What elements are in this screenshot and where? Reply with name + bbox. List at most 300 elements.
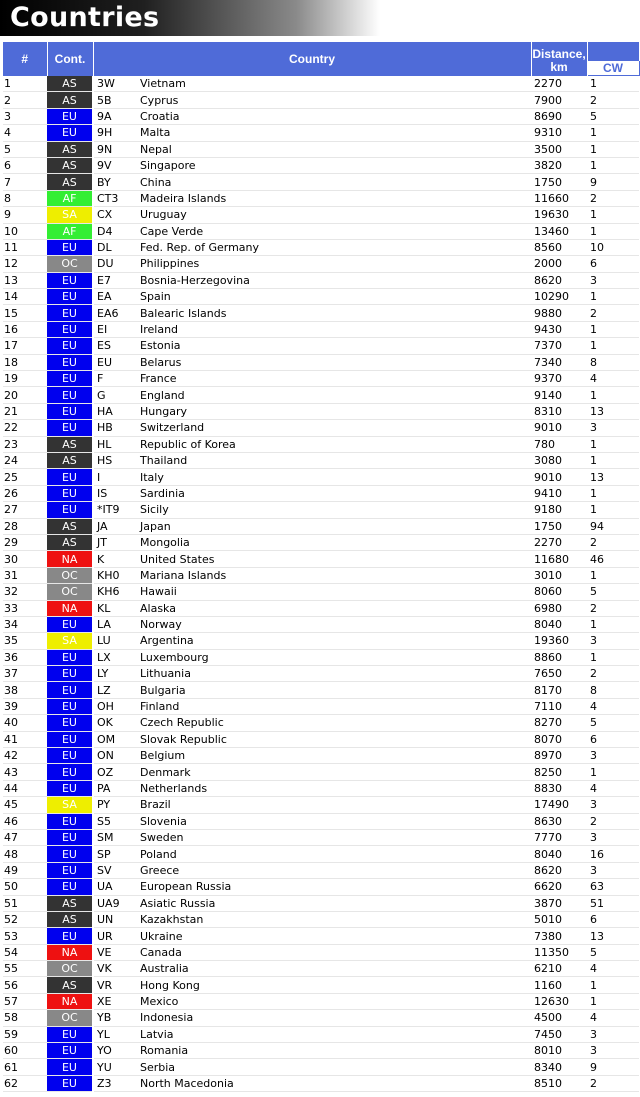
row-number: 6 <box>3 157 47 173</box>
table-row[interactable] <box>3 436 639 452</box>
cw-cell: 8 <box>587 354 639 370</box>
header-distance[interactable] <box>531 42 587 61</box>
country-cell: Estonia <box>134 338 531 354</box>
row-number: 32 <box>3 584 47 600</box>
continent-badge: EU <box>47 731 93 747</box>
row-number: 18 <box>3 354 47 370</box>
table-row[interactable] <box>3 846 639 862</box>
prefix-cell: I <box>93 469 134 485</box>
cw-cell: 3 <box>587 748 639 764</box>
continent-badge: AS <box>47 534 93 550</box>
cw-cell: 9 <box>587 174 639 190</box>
table-row[interactable] <box>3 338 639 354</box>
prefix-cell: ON <box>93 748 134 764</box>
continent-badge: EU <box>47 1043 93 1059</box>
table-row[interactable] <box>3 371 639 387</box>
distance-cell: 8510 <box>531 1075 587 1091</box>
country-cell: Hong Kong <box>134 977 531 993</box>
prefix-cell: KL <box>93 600 134 616</box>
row-number: 46 <box>3 813 47 829</box>
cw-cell: 1 <box>587 387 639 403</box>
table-row[interactable] <box>3 813 639 829</box>
distance-cell: 4500 <box>531 1010 587 1026</box>
row-number: 31 <box>3 567 47 583</box>
prefix-cell: YL <box>93 1026 134 1042</box>
prefix-cell: 9H <box>93 125 134 141</box>
prefix-cell: 9N <box>93 141 134 157</box>
distance-cell: 5010 <box>531 911 587 927</box>
countries-table <box>3 42 640 1092</box>
cw-cell: 8 <box>587 682 639 698</box>
continent-badge: AF <box>47 190 93 206</box>
prefix-cell: D4 <box>93 223 134 239</box>
distance-cell: 9010 <box>531 420 587 436</box>
cw-cell: 1 <box>587 125 639 141</box>
distance-cell: 9310 <box>531 125 587 141</box>
cw-cell: 1 <box>587 223 639 239</box>
distance-cell: 8630 <box>531 813 587 829</box>
distance-cell: 8620 <box>531 862 587 878</box>
row-number: 44 <box>3 780 47 796</box>
country-cell: Bosnia-Herzegovina <box>134 272 531 288</box>
prefix-cell: 5B <box>93 92 134 108</box>
prefix-cell: HL <box>93 436 134 452</box>
prefix-cell: PY <box>93 797 134 813</box>
country-cell: Republic of Korea <box>134 436 531 452</box>
country-cell: Cyprus <box>134 92 531 108</box>
cw-cell: 1 <box>587 649 639 665</box>
cw-cell: 1 <box>587 289 639 305</box>
cw-cell: 94 <box>587 518 639 534</box>
table-row[interactable] <box>3 666 639 682</box>
row-number: 20 <box>3 387 47 403</box>
prefix-cell: DU <box>93 256 134 272</box>
table-row[interactable] <box>3 534 639 550</box>
cw-cell: 1 <box>587 141 639 157</box>
row-number: 27 <box>3 502 47 518</box>
distance-cell: 8270 <box>531 715 587 731</box>
cw-cell: 1 <box>587 616 639 632</box>
table-row[interactable] <box>3 944 639 960</box>
table-row[interactable] <box>3 600 639 616</box>
row-number: 5 <box>3 141 47 157</box>
row-number: 14 <box>3 289 47 305</box>
continent-badge: EU <box>47 354 93 370</box>
country-cell: Fed. Rep. of Germany <box>134 239 531 255</box>
table-row[interactable] <box>3 633 639 649</box>
country-cell: Italy <box>134 469 531 485</box>
table-row[interactable] <box>3 518 639 534</box>
prefix-cell: SP <box>93 846 134 862</box>
table-row[interactable] <box>3 993 639 1009</box>
row-number: 13 <box>3 272 47 288</box>
distance-cell: 9430 <box>531 321 587 337</box>
distance-cell: 13460 <box>531 223 587 239</box>
cw-cell: 1 <box>587 436 639 452</box>
continent-badge: OC <box>47 584 93 600</box>
continent-badge: EU <box>47 715 93 731</box>
country-cell: France <box>134 371 531 387</box>
table-row[interactable] <box>3 420 639 436</box>
country-cell: Serbia <box>134 1059 531 1075</box>
table-row[interactable] <box>3 157 639 173</box>
continent-badge: AS <box>47 977 93 993</box>
cw-cell: 3 <box>587 1043 639 1059</box>
continent-badge: EU <box>47 469 93 485</box>
distance-cell: 9370 <box>531 371 587 387</box>
continent-badge: EU <box>47 239 93 255</box>
country-cell: Singapore <box>134 157 531 173</box>
continent-badge: AS <box>47 157 93 173</box>
table-row[interactable] <box>3 862 639 878</box>
row-number: 21 <box>3 403 47 419</box>
prefix-cell: UA <box>93 879 134 895</box>
continent-badge: EU <box>47 403 93 419</box>
distance-cell: 8690 <box>531 108 587 124</box>
country-cell: Sweden <box>134 829 531 845</box>
prefix-cell: EU <box>93 354 134 370</box>
cw-cell: 3 <box>587 272 639 288</box>
prefix-cell: HB <box>93 420 134 436</box>
cw-cell: 3 <box>587 797 639 813</box>
country-cell: Asiatic Russia <box>134 895 531 911</box>
country-cell: North Macedonia <box>134 1075 531 1091</box>
table-row[interactable] <box>3 715 639 731</box>
header-num[interactable]: # <box>3 42 47 76</box>
continent-badge: AS <box>47 174 93 190</box>
table-row[interactable] <box>3 1075 639 1091</box>
continent-badge: EU <box>47 879 93 895</box>
continent-badge: EU <box>47 305 93 321</box>
distance-cell: 3010 <box>531 567 587 583</box>
continent-badge: EU <box>47 125 93 141</box>
prefix-cell: OH <box>93 698 134 714</box>
country-cell: Romania <box>134 1043 531 1059</box>
table-row[interactable] <box>3 125 639 141</box>
table-body <box>3 76 639 1092</box>
row-number: 61 <box>3 1059 47 1075</box>
table-row[interactable] <box>3 502 639 518</box>
continent-badge: EU <box>47 748 93 764</box>
prefix-cell: XE <box>93 993 134 1009</box>
table-row[interactable] <box>3 174 639 190</box>
table-row[interactable] <box>3 895 639 911</box>
prefix-cell: 9V <box>93 157 134 173</box>
prefix-cell: CT3 <box>93 190 134 206</box>
prefix-cell: EA6 <box>93 305 134 321</box>
table-row[interactable] <box>3 223 639 239</box>
table-row[interactable] <box>3 551 639 567</box>
table-row[interactable] <box>3 797 639 813</box>
distance-cell: 3500 <box>531 141 587 157</box>
row-number: 2 <box>3 92 47 108</box>
row-number: 39 <box>3 698 47 714</box>
row-number: 41 <box>3 731 47 747</box>
row-number: 4 <box>3 125 47 141</box>
distance-cell: 3080 <box>531 452 587 468</box>
cw-cell: 1 <box>587 764 639 780</box>
distance-cell: 11350 <box>531 944 587 960</box>
header-cw-top <box>587 42 639 61</box>
row-number: 62 <box>3 1075 47 1091</box>
table-row[interactable] <box>3 354 639 370</box>
distance-cell: 3820 <box>531 157 587 173</box>
cw-cell: 2 <box>587 666 639 682</box>
cw-cell: 6 <box>587 256 639 272</box>
country-cell: Kazakhstan <box>134 911 531 927</box>
country-cell: England <box>134 387 531 403</box>
table-row[interactable] <box>3 1026 639 1042</box>
country-cell: Nepal <box>134 141 531 157</box>
prefix-cell: KH6 <box>93 584 134 600</box>
table-row[interactable] <box>3 239 639 255</box>
row-number: 26 <box>3 485 47 501</box>
prefix-cell: ES <box>93 338 134 354</box>
continent-badge: EU <box>47 485 93 501</box>
prefix-cell: E7 <box>93 272 134 288</box>
prefix-cell: F <box>93 371 134 387</box>
continent-badge: EU <box>47 698 93 714</box>
row-number: 3 <box>3 108 47 124</box>
row-number: 23 <box>3 436 47 452</box>
distance-cell: 9410 <box>531 485 587 501</box>
table-row[interactable] <box>3 403 639 419</box>
distance-cell: 9880 <box>531 305 587 321</box>
prefix-cell: EI <box>93 321 134 337</box>
table-row[interactable] <box>3 1043 639 1059</box>
cw-cell: 2 <box>587 1075 639 1091</box>
header-cont[interactable]: Cont. <box>47 42 93 76</box>
prefix-cell: LA <box>93 616 134 632</box>
cw-cell: 5 <box>587 715 639 731</box>
table-row[interactable] <box>3 780 639 796</box>
prefix-cell: VK <box>93 961 134 977</box>
country-cell: Slovenia <box>134 813 531 829</box>
prefix-cell: LX <box>93 649 134 665</box>
country-cell: Balearic Islands <box>134 305 531 321</box>
table-row[interactable] <box>3 76 639 92</box>
distance-cell: 1750 <box>531 518 587 534</box>
country-cell: European Russia <box>134 879 531 895</box>
cw-cell: 3 <box>587 862 639 878</box>
cw-cell: 1 <box>587 452 639 468</box>
country-cell: Czech Republic <box>134 715 531 731</box>
cw-cell: 4 <box>587 698 639 714</box>
cw-cell: 16 <box>587 846 639 862</box>
country-cell: Spain <box>134 289 531 305</box>
distance-cell: 1750 <box>531 174 587 190</box>
table-row[interactable] <box>3 141 639 157</box>
distance-cell: 2270 <box>531 76 587 92</box>
table-row[interactable] <box>3 207 639 223</box>
cw-cell: 1 <box>587 485 639 501</box>
cw-cell: 3 <box>587 829 639 845</box>
cw-cell: 2 <box>587 92 639 108</box>
row-number: 17 <box>3 338 47 354</box>
distance-cell: 8060 <box>531 584 587 600</box>
cw-cell: 5 <box>587 944 639 960</box>
table-row[interactable] <box>3 748 639 764</box>
row-number: 58 <box>3 1010 47 1026</box>
cw-cell: 1 <box>587 993 639 1009</box>
country-cell: Finland <box>134 698 531 714</box>
table-row[interactable] <box>3 879 639 895</box>
row-number: 35 <box>3 633 47 649</box>
distance-cell: 9180 <box>531 502 587 518</box>
row-number: 52 <box>3 911 47 927</box>
country-cell: Belarus <box>134 354 531 370</box>
prefix-cell: SV <box>93 862 134 878</box>
cw-cell: 1 <box>587 567 639 583</box>
table-row[interactable] <box>3 616 639 632</box>
table-row[interactable] <box>3 731 639 747</box>
table-row[interactable] <box>3 649 639 665</box>
continent-badge: EU <box>47 1059 93 1075</box>
table-row[interactable] <box>3 911 639 927</box>
continent-badge: OC <box>47 256 93 272</box>
country-cell: Croatia <box>134 108 531 124</box>
country-cell: Lithuania <box>134 666 531 682</box>
country-cell: Alaska <box>134 600 531 616</box>
continent-badge: SA <box>47 633 93 649</box>
table-row[interactable] <box>3 1059 639 1075</box>
cw-cell: 6 <box>587 731 639 747</box>
table-row[interactable] <box>3 452 639 468</box>
country-cell: Norway <box>134 616 531 632</box>
distance-cell: 12630 <box>531 993 587 1009</box>
distance-cell: 6980 <box>531 600 587 616</box>
table-row[interactable] <box>3 1010 639 1026</box>
continent-badge: EU <box>47 682 93 698</box>
table-row[interactable] <box>3 485 639 501</box>
row-number: 50 <box>3 879 47 895</box>
cw-cell: 4 <box>587 780 639 796</box>
header-country[interactable]: Country <box>93 42 531 76</box>
table-row[interactable] <box>3 469 639 485</box>
table-row[interactable] <box>3 92 639 108</box>
continent-badge: SA <box>47 207 93 223</box>
country-cell: Japan <box>134 518 531 534</box>
distance-cell: 7370 <box>531 338 587 354</box>
country-cell: Indonesia <box>134 1010 531 1026</box>
table-row[interactable] <box>3 108 639 124</box>
table-row[interactable] <box>3 387 639 403</box>
prefix-cell: LY <box>93 666 134 682</box>
table-row[interactable] <box>3 764 639 780</box>
table-row[interactable] <box>3 289 639 305</box>
continent-badge: EU <box>47 1075 93 1091</box>
distance-cell: 3870 <box>531 895 587 911</box>
prefix-cell: VR <box>93 977 134 993</box>
cw-cell: 13 <box>587 403 639 419</box>
country-cell: Mariana Islands <box>134 567 531 583</box>
cw-cell: 3 <box>587 1026 639 1042</box>
distance-cell: 780 <box>531 436 587 452</box>
cw-cell: 3 <box>587 420 639 436</box>
cw-cell: 4 <box>587 371 639 387</box>
prefix-cell: UR <box>93 928 134 944</box>
prefix-cell: HS <box>93 452 134 468</box>
table-row[interactable] <box>3 272 639 288</box>
cw-cell: 5 <box>587 108 639 124</box>
row-number: 59 <box>3 1026 47 1042</box>
row-number: 54 <box>3 944 47 960</box>
row-number: 45 <box>3 797 47 813</box>
header-cw[interactable]: CW <box>587 61 639 76</box>
country-cell: Greece <box>134 862 531 878</box>
row-number: 7 <box>3 174 47 190</box>
row-number: 15 <box>3 305 47 321</box>
cw-cell: 63 <box>587 879 639 895</box>
table-row[interactable] <box>3 321 639 337</box>
continent-badge: EU <box>47 666 93 682</box>
table-row[interactable] <box>3 977 639 993</box>
row-number: 47 <box>3 829 47 845</box>
table-row[interactable] <box>3 698 639 714</box>
table-row[interactable] <box>3 584 639 600</box>
country-cell: Luxembourg <box>134 649 531 665</box>
table-row[interactable] <box>3 305 639 321</box>
continent-badge: NA <box>47 993 93 1009</box>
continent-badge: EU <box>47 108 93 124</box>
continent-badge: EU <box>47 387 93 403</box>
continent-badge: AS <box>47 895 93 911</box>
prefix-cell: G <box>93 387 134 403</box>
distance-cell: 6210 <box>531 961 587 977</box>
distance-cell: 7650 <box>531 666 587 682</box>
country-cell: Cape Verde <box>134 223 531 239</box>
table-row[interactable] <box>3 190 639 206</box>
continent-badge: NA <box>47 600 93 616</box>
continent-badge: EU <box>47 321 93 337</box>
row-number: 16 <box>3 321 47 337</box>
cw-cell: 4 <box>587 1010 639 1026</box>
continent-badge: EU <box>47 649 93 665</box>
table-row[interactable] <box>3 567 639 583</box>
prefix-cell: CX <box>93 207 134 223</box>
row-number: 25 <box>3 469 47 485</box>
cw-cell: 1 <box>587 76 639 92</box>
distance-cell: 8560 <box>531 239 587 255</box>
table-row[interactable] <box>3 256 639 272</box>
table-row[interactable] <box>3 928 639 944</box>
table-row[interactable] <box>3 829 639 845</box>
country-cell: Poland <box>134 846 531 862</box>
row-number: 36 <box>3 649 47 665</box>
cw-cell: 2 <box>587 534 639 550</box>
continent-badge: EU <box>47 813 93 829</box>
prefix-cell: HA <box>93 403 134 419</box>
prefix-cell: VE <box>93 944 134 960</box>
country-cell: China <box>134 174 531 190</box>
country-cell: Thailand <box>134 452 531 468</box>
continent-badge: EU <box>47 420 93 436</box>
distance-cell: 2000 <box>531 256 587 272</box>
country-cell: Denmark <box>134 764 531 780</box>
row-number: 42 <box>3 748 47 764</box>
row-number: 11 <box>3 239 47 255</box>
table-row[interactable] <box>3 682 639 698</box>
country-cell: Switzerland <box>134 420 531 436</box>
continent-badge: AF <box>47 223 93 239</box>
cw-cell: 46 <box>587 551 639 567</box>
country-cell: Latvia <box>134 1026 531 1042</box>
row-number: 33 <box>3 600 47 616</box>
country-cell: Mexico <box>134 993 531 1009</box>
cw-cell: 6 <box>587 911 639 927</box>
continent-badge: NA <box>47 551 93 567</box>
table-row[interactable] <box>3 961 639 977</box>
